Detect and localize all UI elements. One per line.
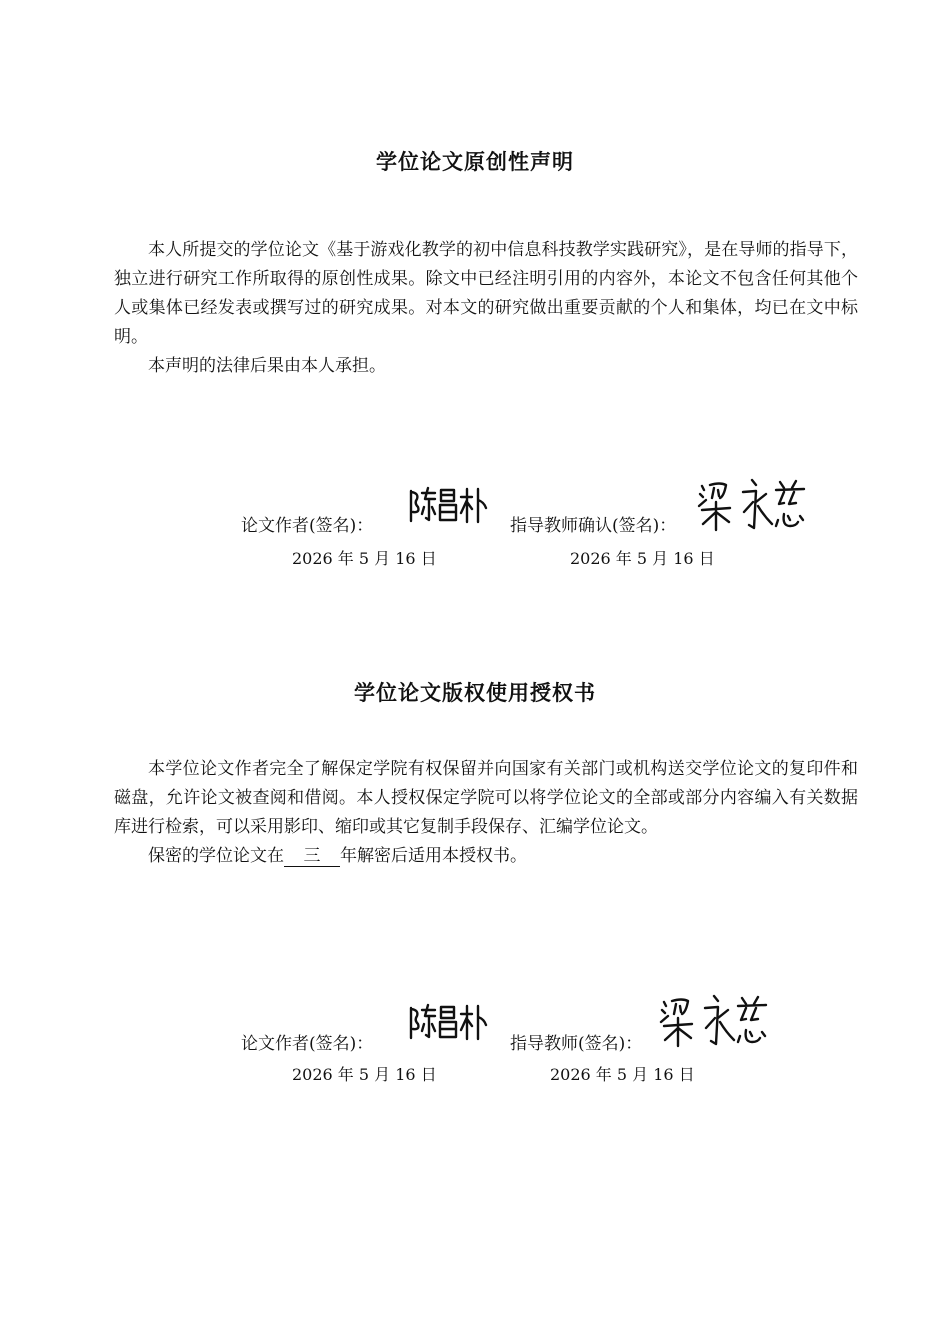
declaration-author-label: 论文作者(签名)： — [241, 516, 374, 536]
declaration-paragraph-2: 本声明的法律后果由本人承担。 — [148, 356, 386, 376]
declaration-author-signature — [407, 485, 489, 525]
authorization-author-label: 论文作者(签名)： — [241, 1034, 374, 1054]
authorization-title: 学位论文版权使用授权书 — [354, 681, 596, 705]
authorization-advisor-signature — [658, 992, 770, 1048]
declaration-paragraph-1: 本人所提交的学位论文《基于游戏化教学的初中信息科技教学实践研究》，是在导师的指导下，独立进行研究工作所取得的原创性成果。除文中已经注明引用的内容外，本论文不包含任何其他个人或集体已经发表或撰写过的研究成果。对本文的研究做出重要贡献的个人和集体，均已在文中标明。 — [114, 240, 858, 347]
secrecy-years: 三 — [284, 846, 340, 867]
authorization-body — [114, 755, 858, 871]
secrecy-prefix: 保密的学位论文在 — [148, 846, 284, 866]
authorization-paragraph-1: 本学位论文作者完全了解保定学院有权保留并向国家有关部门或机构送交学位论文的复印件和磁盘，允许论文被查阅和借阅。本人授权保定学院可以将学位论文的全部或部分内容编入有关数据库进行检索，可以采用影印、缩印或其它复制手段保存、汇编学位论文。 — [114, 759, 858, 837]
authorization-author-signature — [407, 1002, 489, 1042]
declaration-advisor-date: 2026 年 5 月 16 日 — [570, 549, 715, 568]
declaration-advisor-label: 指导教师确认(签名)： — [510, 516, 677, 536]
authorization-advisor-date: 2026 年 5 月 16 日 — [550, 1065, 695, 1084]
authorization-author-date: 2026 年 5 月 16 日 — [292, 1065, 437, 1084]
declaration-body — [114, 236, 858, 381]
declaration-advisor-signature — [696, 476, 808, 532]
secrecy-suffix: 年解密后适用本授权书。 — [340, 846, 527, 866]
declaration-author-date: 2026 年 5 月 16 日 — [292, 549, 437, 568]
declaration-title: 学位论文原创性声明 — [376, 150, 574, 174]
authorization-advisor-label: 指导教师(签名)： — [510, 1034, 643, 1054]
authorization-secrecy-line — [114, 842, 858, 871]
